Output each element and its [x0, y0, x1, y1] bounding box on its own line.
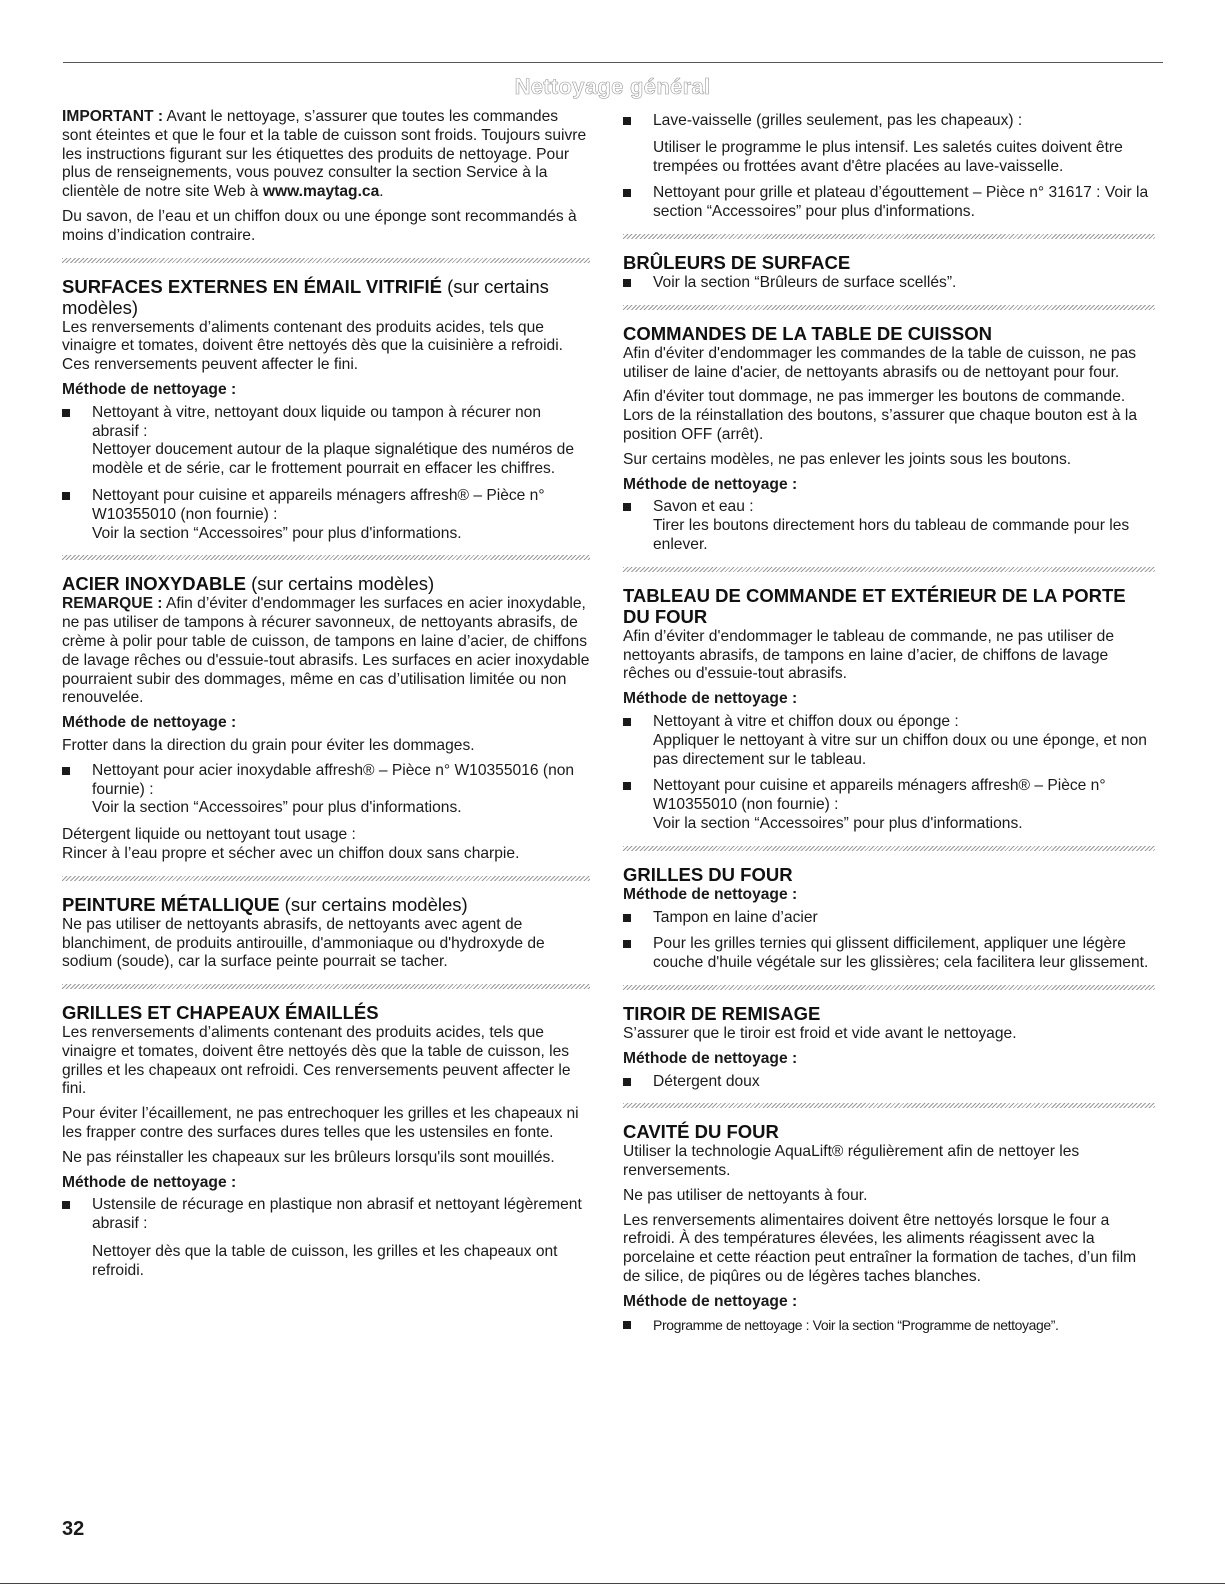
- bullet-icon: [623, 1321, 631, 1329]
- method-heading: Méthode de nettoyage :: [623, 475, 798, 493]
- list-item: [623, 184, 1155, 222]
- list-item-lead: Nettoyant pour acier inoxydable affresh® – Pièce n° W10355016 (non fournie) :: [92, 761, 575, 798]
- drawer-list: [623, 1073, 1155, 1092]
- list-item: [623, 1316, 1155, 1336]
- section-separator: [62, 258, 590, 263]
- cavity-list: [623, 1316, 1155, 1336]
- bullet-icon: [623, 117, 631, 125]
- bullet-icon: [62, 492, 70, 500]
- panel-list: [623, 713, 1155, 834]
- email-list: [62, 404, 590, 544]
- section-title-burners: BRÛLEURS DE SURFACE: [623, 251, 851, 273]
- controls-paragraph-3: Sur certains modèles, ne pas enlever les joints sous les boutons.: [623, 450, 1072, 468]
- section-title-paint: [62, 894, 590, 915]
- intro-paragraph-2: Du savon, de l’eau et un chiffon doux ou une éponge sont recommandés à moins d’indication contraire.: [62, 207, 577, 244]
- website-link[interactable]: www.maytag.ca: [262, 183, 380, 201]
- section-title-cavity: CAVITÉ DU FOUR: [623, 1121, 779, 1143]
- list-item: [623, 498, 1155, 554]
- inox-paragraph-2: Frotter dans la direction du grain pour éviter les dommages.: [62, 736, 475, 754]
- important-label: IMPORTANT :: [62, 108, 164, 125]
- method-heading: Méthode de nettoyage :: [623, 690, 798, 708]
- page-number: 32: [62, 1518, 85, 1540]
- bullet-icon: [62, 767, 70, 775]
- bullet-icon: [623, 189, 631, 197]
- list-item-lead: Nettoyant à vitre, nettoyant doux liquide ou tampon à récurer non abrasif :: [92, 403, 542, 440]
- section-separator: [62, 984, 590, 989]
- list-item-detail: Voir la section “Accessoires” pour plus d'informations.: [92, 524, 462, 542]
- list-item-lead: Nettoyant pour cuisine et appareils ménagers affresh® – Pièce n° W10355010 (non fournie) :: [92, 486, 545, 523]
- section-title-panel: TABLEAU DE COMMANDE ET EXTÉRIEUR DE LA PORTE DU FOUR: [623, 584, 1126, 627]
- list-item: [62, 762, 590, 818]
- list-item: [62, 404, 590, 479]
- section-separator: [623, 567, 1155, 572]
- controls-list: [623, 498, 1155, 554]
- controls-paragraph-1: Afin d'éviter d'endommager les commandes de la table de cuisson, ne pas utiliser de laine d'acier, de nettoyants abrasifs ou de nettoyant pour four.: [623, 344, 1137, 381]
- list-item-text: Tampon en laine d’acier: [653, 908, 818, 926]
- list-item: [623, 777, 1155, 833]
- list-item: [623, 1073, 1155, 1092]
- list-item: [62, 487, 590, 543]
- cavity-paragraph-2: Ne pas utiliser de nettoyants à four.: [623, 1186, 868, 1204]
- section-separator: [62, 555, 590, 560]
- remark-text: Afin d’éviter d'endommager les surfaces en acier inoxydable, ne pas utiliser de tampons à récurer savonneux, de nettoyants abrasifs, de crème à polir pour table de cuisson, de tampons en laine d’acier, de chiffons de lavage rêches ou d'essuie-tout abrasifs. Les surfaces en acier inoxydable pourraient subir des dommages, même en cas d’utilisation limitée ou non renouvelée.: [62, 595, 590, 707]
- section-separator: [623, 846, 1155, 851]
- bullet-icon: [623, 782, 631, 790]
- list-item-text: Nettoyant pour grille et plateau d’égouttement – Pièce n° 31617 : Voir la section “Accessoires” pour plus d'informations.: [653, 184, 1149, 221]
- list-item-lead: Nettoyant à vitre et chiffon doux ou éponge :: [653, 712, 959, 730]
- section-separator: [623, 985, 1155, 990]
- section-title-email: [62, 276, 590, 318]
- list-item-detail: Voir la section “Accessoires” pour plus d'informations.: [653, 814, 1023, 832]
- remark-label: REMARQUE :: [62, 595, 163, 613]
- right-column: [623, 112, 1155, 1343]
- bottom-rule: [0, 1583, 1225, 1584]
- grates-paragraph-3: Ne pas réinstaller les chapeaux sur les brûleurs lorsqu'ils sont mouillés.: [62, 1148, 555, 1166]
- bullet-icon: [623, 503, 631, 511]
- bullet-icon: [62, 409, 70, 417]
- section-title-inox-main: ACIER INOXYDABLE: [62, 573, 246, 595]
- important-text: Avant le nettoyage, s’assurer que toutes les commandes sont éteintes et que le four et la table de cuisson sont froids. Toujours suivre les instructions figurant sur les étiquettes des produits de nettoyage. Pour plus de renseignements, vous pouvez consulter la section Service à la clientèle de notre site Web à: [62, 108, 587, 201]
- paint-paragraph: Ne pas utiliser de nettoyants abrasifs, de nettoyants avec agent de blanchiment, de produits antirouille, d'ammoniaque ou d'hydroxyde de sodium (soude), car la surface peinte pourrait se tacher.: [62, 915, 545, 971]
- grates-list: [62, 1196, 590, 1280]
- bullet-icon: [623, 279, 631, 287]
- list-item: [62, 1196, 590, 1280]
- list-item-detail: Voir la section “Accessoires” pour plus d'informations.: [92, 799, 462, 817]
- list-item-text: Pour les grilles ternies qui glissent difficilement, appliquer une légère couche d'huile végétale sur les glissières; cela facilitera leur glissement.: [653, 935, 1149, 972]
- inox-remark: [62, 595, 590, 708]
- list-item-lead: Nettoyant pour cuisine et appareils ménagers affresh® – Pièce n° W10355010 (non fournie) :: [653, 777, 1106, 814]
- dishwasher-list: [623, 112, 1155, 222]
- section-title-drawer: TIROIR DE REMISAGE: [623, 1002, 821, 1024]
- list-item-text: Voir la section “Brûleurs de surface scellés”.: [653, 273, 957, 291]
- list-item-text: Programme de nettoyage : Voir la section “Programme de nettoyage”.: [653, 1316, 1059, 1333]
- bullet-icon: [623, 914, 631, 922]
- bullet-icon: [623, 718, 631, 726]
- method-heading: Méthode de nettoyage :: [623, 1292, 798, 1310]
- inox-p3-line2: Rincer à l’eau propre et sécher avec un chiffon doux sans charpie.: [62, 844, 520, 862]
- list-item-lead: Savon et eau :: [653, 498, 754, 516]
- list-item: [623, 713, 1155, 769]
- inox-list: [62, 762, 590, 818]
- inox-p3-line1: Détergent liquide ou nettoyant tout usage :: [62, 826, 356, 844]
- list-item-detail: Tirer les boutons directement hors du tableau de commande pour les enlever.: [653, 517, 1130, 553]
- website-end: .: [379, 183, 384, 201]
- top-rule: [63, 62, 1163, 63]
- method-heading: Méthode de nettoyage :: [62, 380, 237, 398]
- inox-paragraph-3: [62, 826, 590, 864]
- page-title: Nettoyage général: [514, 74, 711, 99]
- section-title-racks: GRILLES DU FOUR: [623, 863, 793, 885]
- racks-list: [623, 909, 1155, 973]
- section-title-paint-main: PEINTURE MÉTALLIQUE: [62, 893, 280, 915]
- cavity-paragraph-1: Utiliser la technologie AquaLift® régulièrement afin de nettoyer les renversements.: [623, 1143, 1080, 1180]
- list-item: [623, 935, 1155, 973]
- section-title-email-light: (sur certains modèles): [62, 275, 549, 318]
- grates-paragraph-2: Pour éviter l’écaillement, ne pas entrechoquer les grilles et les chapeaux ni les frapper contre des surfaces dures telles que les ustensiles en fonte.: [62, 1105, 579, 1142]
- email-paragraph: Les renversements d’aliments contenant des produits acides, tels que vinaigre et tomates, doivent être nettoyés dès que la cuisinière a refroidi. Ces renversements peuvent affecter le fini.: [62, 318, 564, 374]
- section-separator: [623, 1103, 1155, 1108]
- bullet-icon: [623, 1078, 631, 1086]
- list-item-detail: Nettoyer dès que la table de cuisson, les grilles et les chapeaux ont refroidi.: [92, 1243, 558, 1279]
- important-paragraph: [62, 108, 590, 202]
- section-title-inox: [62, 573, 590, 594]
- section-separator: [62, 876, 590, 881]
- list-item-lead: Ustensile de récurage en plastique non abrasif et nettoyant légèrement abrasif :: [92, 1196, 582, 1233]
- list-item: [623, 909, 1155, 928]
- left-column: [62, 108, 590, 1289]
- panel-paragraph: Afin d’éviter d'endommager le tableau de commande, ne pas utiliser de nettoyants abrasifs, de tampons en laine d’acier, de chiffons de lavage rêches ou d'essuie-tout abrasifs.: [623, 627, 1114, 683]
- section-title-inox-light: (sur certains modèles): [246, 573, 435, 595]
- section-title-paint-light: (sur certains modèles): [279, 893, 468, 915]
- list-item: [623, 274, 1155, 293]
- section-title-email-main: SURFACES EXTERNES EN ÉMAIL VITRIFIÉ: [62, 275, 442, 297]
- section-title-grates: GRILLES ET CHAPEAUX ÉMAILLÉS: [62, 1002, 379, 1024]
- burners-list: [623, 274, 1155, 293]
- bullet-icon: [623, 940, 631, 948]
- list-item-text: Détergent doux: [653, 1072, 760, 1090]
- list-item-detail: Appliquer le nettoyant à vitre sur un chiffon doux ou une éponge, et non pas directement sur le tableau.: [653, 731, 1147, 768]
- method-heading: Méthode de nettoyage :: [623, 1049, 798, 1067]
- bullet-icon: [62, 1201, 70, 1209]
- section-separator: [623, 234, 1155, 239]
- method-heading: Méthode de nettoyage :: [623, 885, 798, 903]
- list-item-detail: Nettoyer doucement autour de la plaque signalétique des numéros de modèle et de série, car le frottement pourrait en effacer les chiffres.: [92, 441, 574, 478]
- drawer-paragraph: S’assurer que le tiroir est froid et vide avant le nettoyage.: [623, 1024, 1017, 1042]
- grates-paragraph-1: Les renversements d’aliments contenant des produits acides, tels que vinaigre et tomates, doivent être nettoyés dès que la table de cuisson, les grilles et les chapeaux ont refroidi. Ces renversements peuvent affecter le fini.: [62, 1024, 571, 1098]
- section-separator: [623, 305, 1155, 310]
- controls-paragraph-2: Afin d'éviter tout dommage, ne pas immerger les boutons de commande. Lors de la réinstallation des boutons, s’assurer que chaque bouton est à la position OFF (arrêt).: [623, 388, 1138, 443]
- list-item: [623, 112, 1155, 176]
- list-item-lead: Lave-vaisselle (grilles seulement, pas les chapeaux) :: [653, 112, 1023, 129]
- method-heading: Méthode de nettoyage :: [62, 714, 237, 732]
- cavity-paragraph-3: Les renversements alimentaires doivent être nettoyés lorsque le four a refroidi. À des températures élevées, les aliments réagissent avec la porcelaine et cette réaction peut entraîner la formation de taches, d’un film de silice, de piqûres ou de légères taches blanches.: [623, 1211, 1137, 1286]
- section-title-controls: COMMANDES DE LA TABLE DE CUISSON: [623, 322, 992, 344]
- method-heading: Méthode de nettoyage :: [62, 1173, 237, 1191]
- list-item-detail: Utiliser le programme le plus intensif. Les saletés cuites doivent être trempées ou frottées avant d'être placées au lave-vaisselle.: [653, 138, 1123, 175]
